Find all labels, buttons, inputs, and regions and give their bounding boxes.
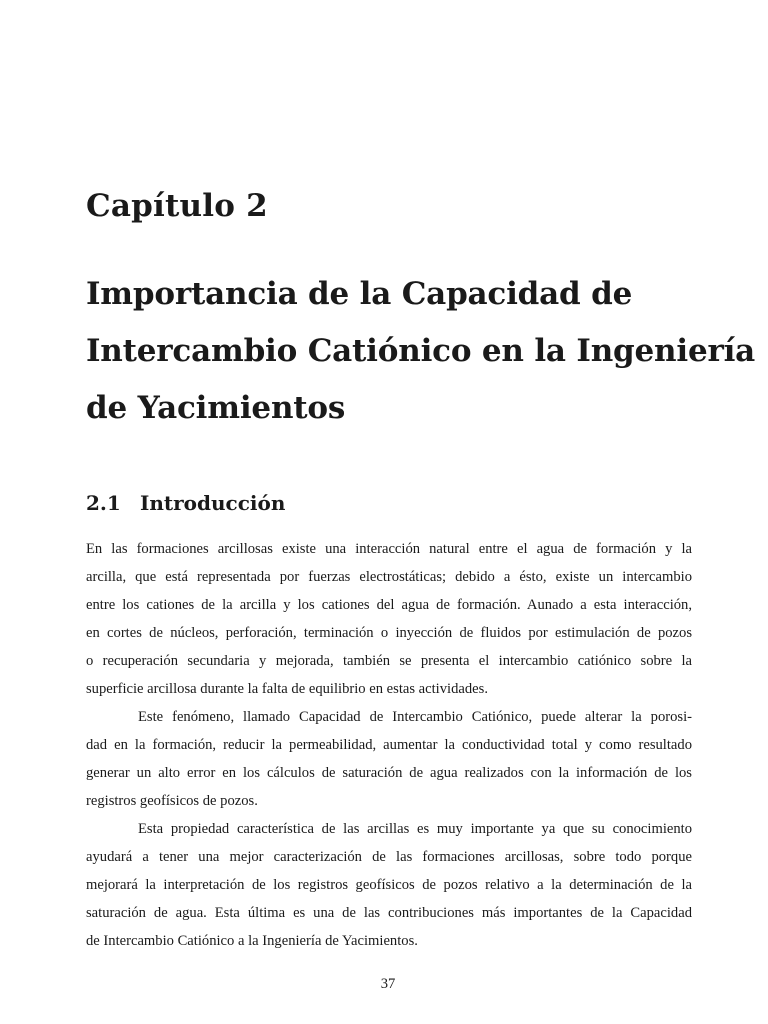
chapter-title-line: Importancia de la Capacidad de — [86, 276, 633, 312]
text-line: registros geofísicos de pozos. — [86, 793, 258, 809]
text-line: ayudará a tener una mejor caracterización de las formaciones arcillosas, sobre todo porque — [86, 849, 692, 865]
text-line: dad en la formación, reducir la permeabilidad, aumentar la conductividad total y como resultado — [86, 737, 692, 753]
body-text — [86, 535, 692, 955]
chapter-label: Capítulo 2 — [86, 188, 268, 224]
paragraph — [86, 815, 692, 955]
text-line: saturación de agua. Esta última es una de las contribuciones más importantes de la Capacidad — [86, 905, 692, 921]
text-line: o recuperación secundaria y mejorada, también se presenta el intercambio catiónico sobre la — [86, 653, 692, 669]
chapter-title-line: Intercambio Catiónico en la Ingeniería — [86, 333, 756, 369]
chapter-title-line: de Yacimientos — [86, 390, 346, 426]
text-line: arcilla, que está representada por fuerzas electrostáticas; debido a ésto, existe un intercambio — [86, 569, 692, 585]
text-line: En las formaciones arcillosas existe una interacción natural entre el agua de formación y la — [86, 541, 692, 557]
section-number: 2.1 — [86, 491, 121, 515]
text-line: de Intercambio Catiónico a la Ingeniería de Yacimientos. — [86, 933, 418, 949]
text-line: generar un alto error en los cálculos de saturación de agua realizados con la información de los — [86, 765, 692, 781]
page-number: 37 — [380, 976, 396, 992]
text-line: superficie arcillosa durante la falta de equilibrio en estas actividades. — [86, 681, 488, 697]
chapter-title — [86, 266, 756, 437]
text-line: Este fenómeno, llamado Capacidad de Intercambio Catiónico, puede alterar la porosi- — [138, 709, 692, 725]
text-line: Esta propiedad característica de las arcillas es muy importante ya que su conocimiento — [138, 821, 692, 837]
paragraph — [86, 703, 692, 815]
text-line: entre los cationes de la arcilla y los cationes del agua de formación. Aunado a esta interacción, — [86, 597, 692, 613]
section-heading — [86, 489, 285, 517]
paragraph — [86, 535, 692, 703]
text-line: mejorará la interpretación de los registros geofísicos de pozos relativo a la determinación de la — [86, 877, 692, 893]
section-title: Introducción — [140, 491, 286, 515]
text-line: en cortes de núcleos, perforación, terminación o inyección de fluidos por estimulación de pozos — [86, 625, 692, 641]
